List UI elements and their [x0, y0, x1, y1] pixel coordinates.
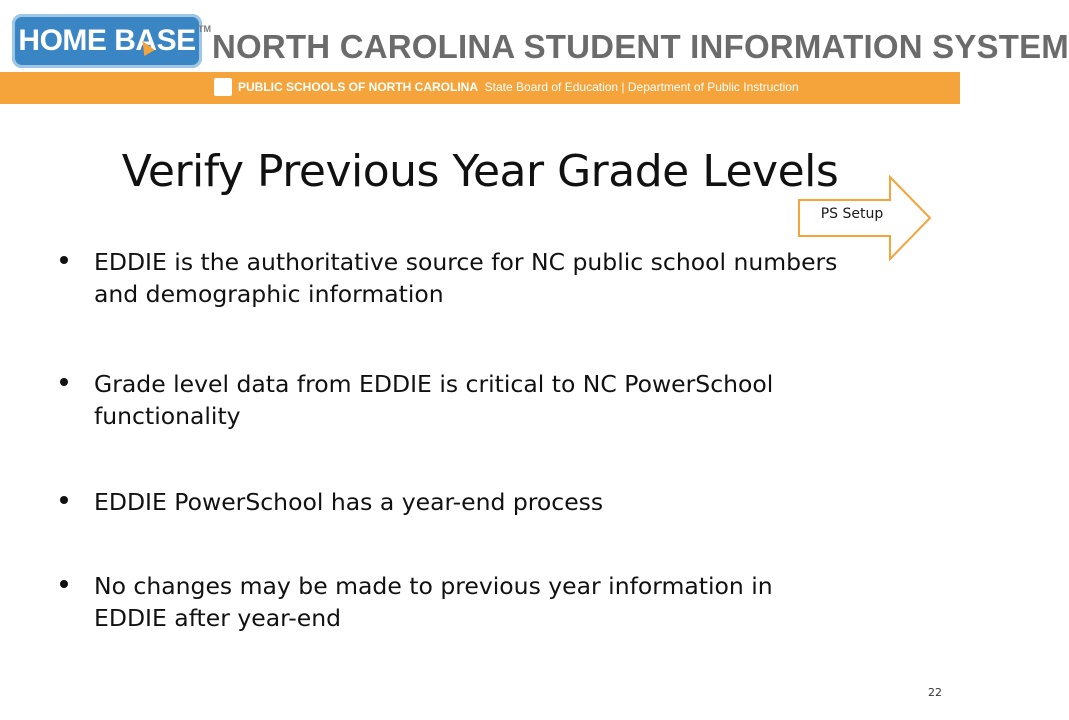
bullet-text: EDDIE PowerSchool has a year-end process [94, 488, 604, 516]
home-base-logo [12, 14, 202, 68]
bullet-text: Grade level data from EDDIE is critical to NC PowerSchool functionality [94, 370, 774, 430]
department-rest: State Board of Education | Department of Public Instruction [484, 80, 799, 94]
page-number: 22 [928, 686, 942, 699]
bullet-dot-icon [60, 580, 68, 588]
bullet-text: EDDIE is the authoritative source for NC public school numbers and demographic information [94, 248, 838, 308]
department-bold: PUBLIC SCHOOLS OF NORTH CAROLINA [238, 80, 478, 94]
bullet-dot-icon [60, 256, 68, 264]
bullet-text: No changes may be made to previous year information in EDDIE after year-end [94, 572, 773, 632]
arrow-label: PS Setup [820, 206, 884, 222]
logo-trademark: TM [198, 24, 211, 34]
bullet-dot-icon [60, 496, 68, 504]
bullet-dot-icon [60, 378, 68, 386]
nc-state-icon [214, 78, 232, 96]
department-line [238, 80, 799, 94]
logo-text: HOME BASE [18, 24, 196, 57]
system-title: NORTH CAROLINA STUDENT INFORMATION SYSTEM [212, 28, 1069, 65]
slide-title: Verify Previous Year Grade Levels [121, 146, 839, 197]
header-banner [0, 0, 1069, 104]
